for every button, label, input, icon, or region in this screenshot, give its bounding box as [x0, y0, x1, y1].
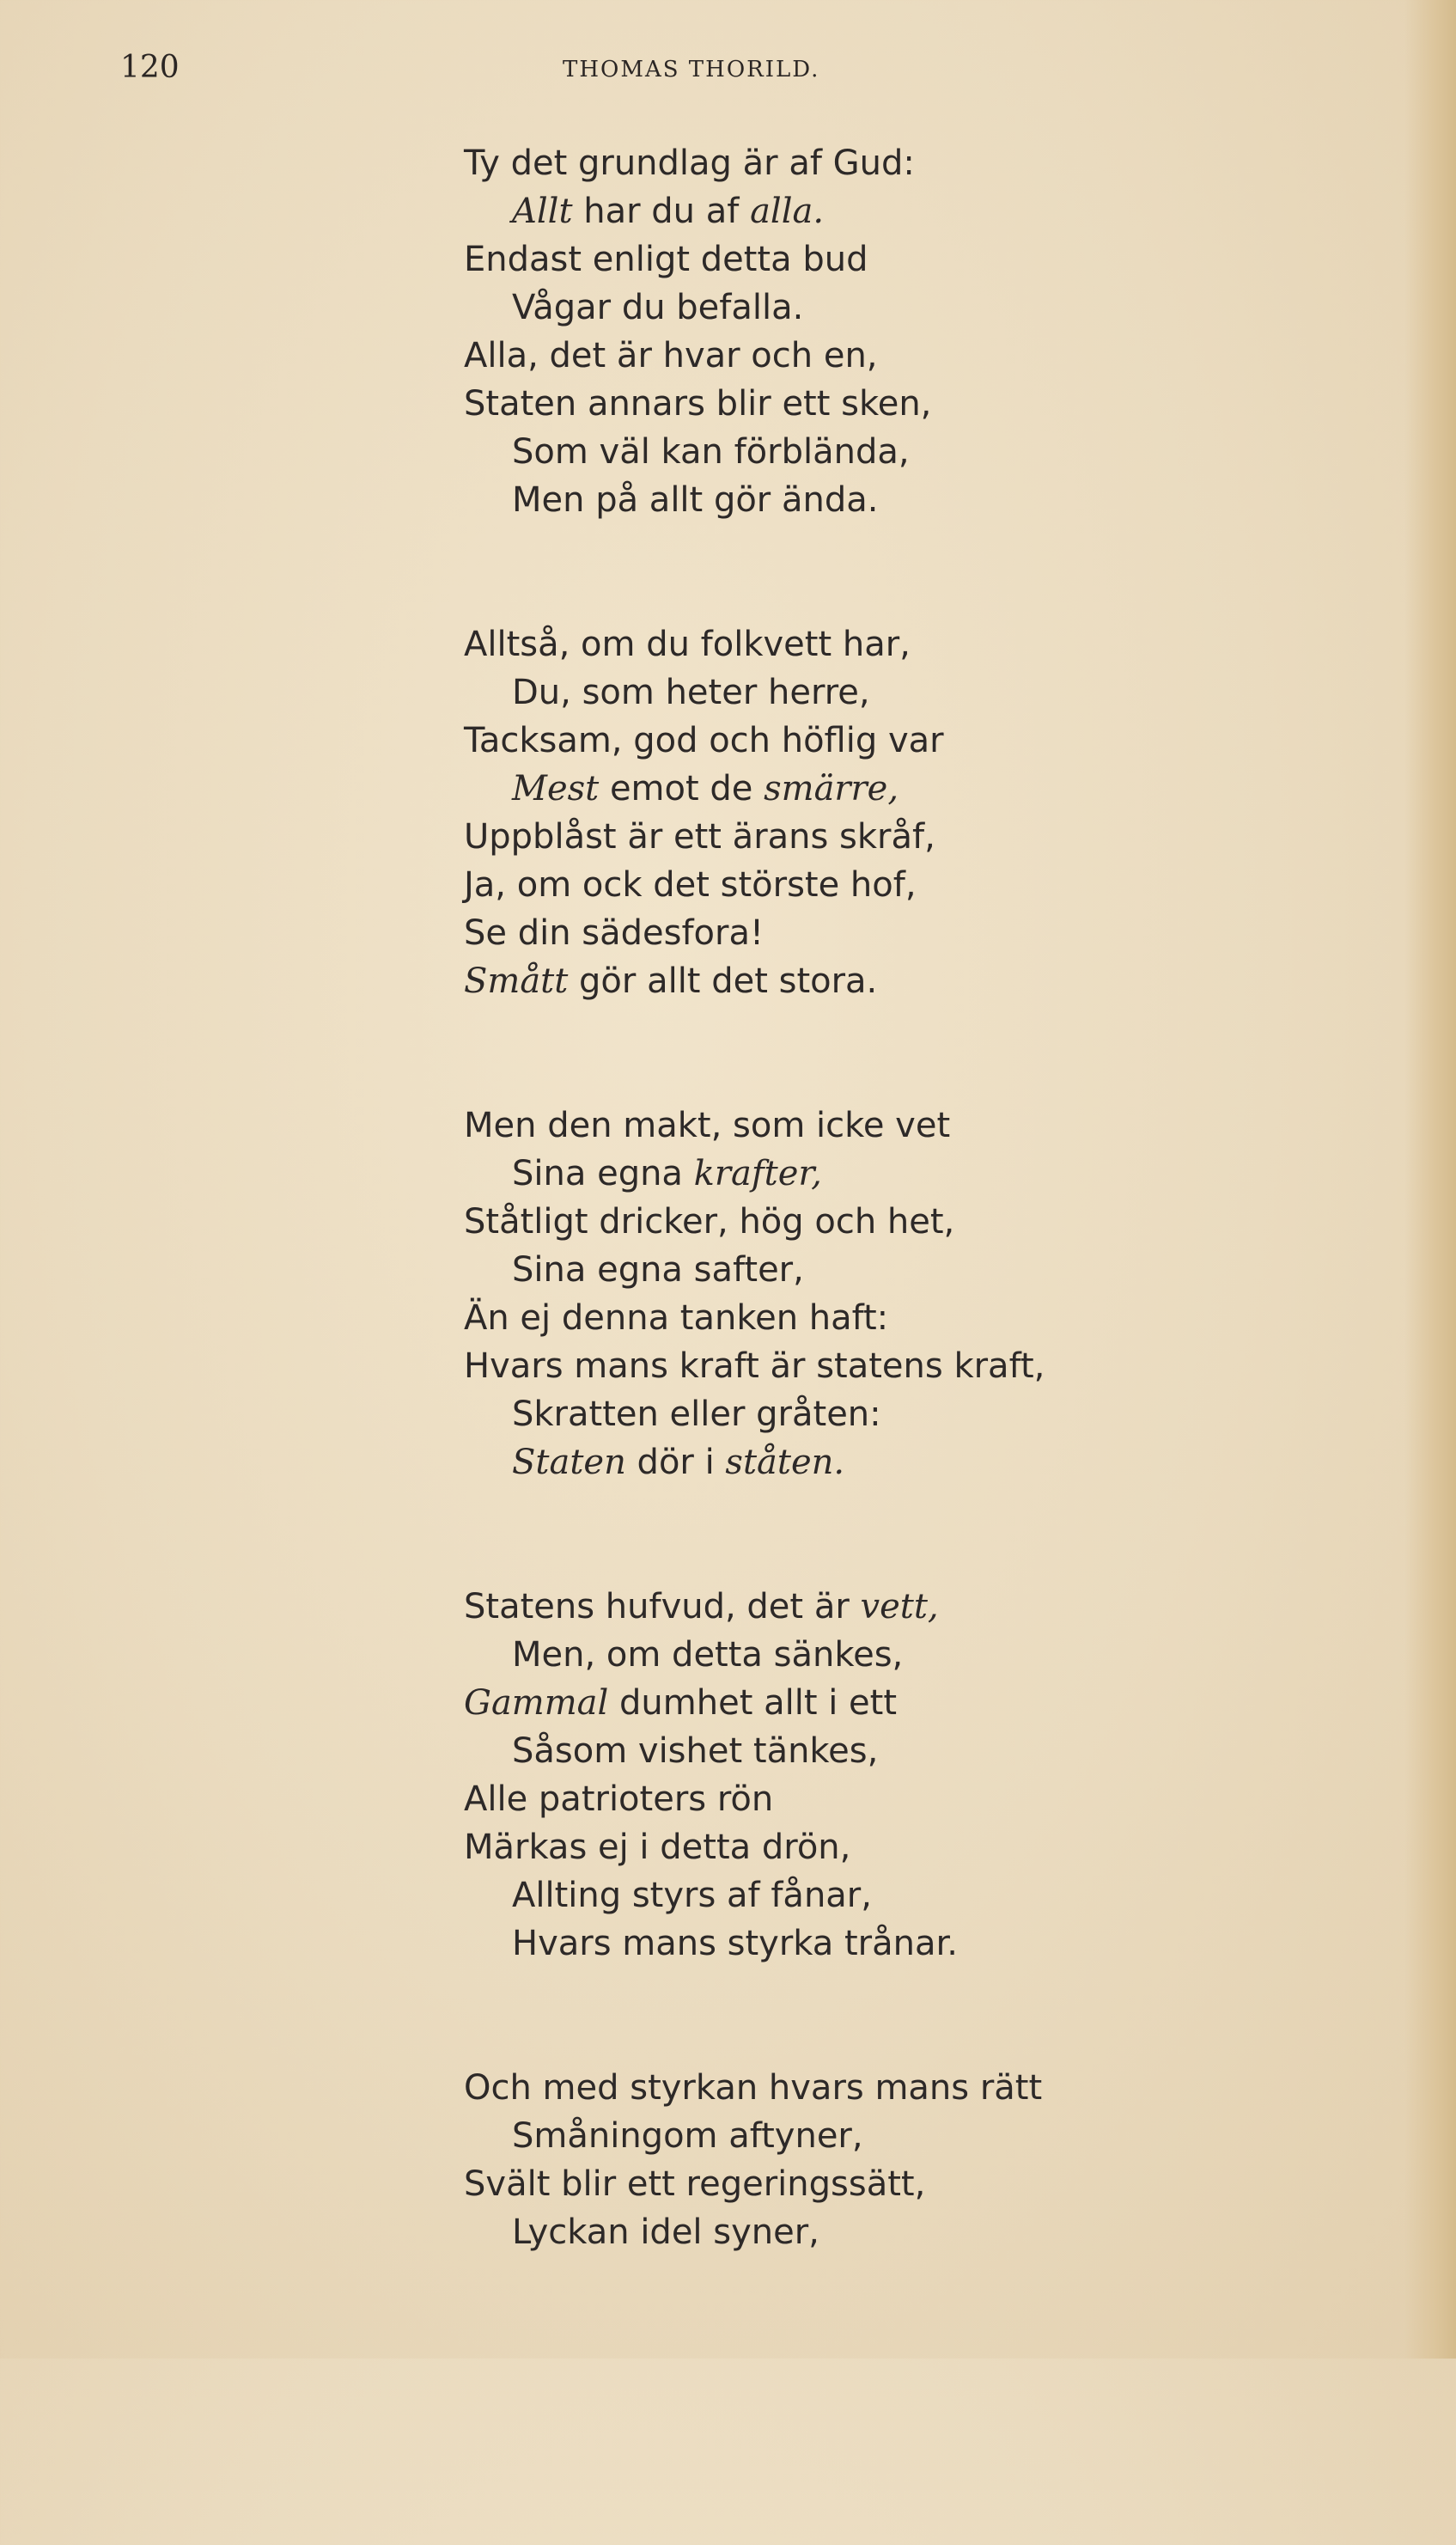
verse-text: Ty det grundlag är af Gud: [464, 143, 915, 183]
stanza [464, 1102, 1323, 1583]
verse-line [464, 909, 1323, 957]
page-edge-shadow [1404, 0, 1456, 2359]
poem [464, 139, 1323, 2545]
verse-line [464, 1390, 1323, 1438]
verse-text: Alle patrioters rön [464, 1779, 774, 1819]
verse-line [464, 813, 1323, 861]
verse-line [464, 1679, 1323, 1727]
verse-line [464, 1871, 1323, 1919]
italic-text: ståten. [725, 1443, 845, 1482]
verse-text: Men på allt gör ända. [512, 480, 879, 520]
verse-line [464, 284, 1323, 332]
verse-line [464, 1294, 1323, 1342]
italic-text: Smått [464, 961, 569, 1001]
verse-text: Uppblåst är ett ärans skråf, [464, 817, 935, 857]
verse-text: Märkas ej i detta drön, [464, 1828, 851, 1867]
verse-text: Du, som heter herre, [512, 673, 870, 712]
verse-text: har du af [572, 192, 751, 231]
verse-line [464, 332, 1323, 380]
verse-text: Tacksam, god och höflig var [464, 721, 944, 760]
verse-text: Som väl kan förblända, [512, 432, 910, 472]
verse-line [464, 476, 1323, 524]
verse-text: Men, om detta sänkes, [512, 1635, 904, 1675]
verse-text: Sina egna [512, 1154, 694, 1193]
verse-line [464, 1102, 1323, 1150]
verse-line [464, 1631, 1323, 1679]
verse-line [464, 1438, 1323, 1486]
verse-line [464, 2160, 1323, 2208]
verse-line [464, 861, 1323, 909]
verse-text: gör allt det stora. [568, 961, 878, 1001]
verse-text: Alla, det är hvar och en, [464, 336, 878, 375]
verse-text: Svält blir ett regeringssätt, [464, 2164, 926, 2204]
verse-line [464, 668, 1323, 717]
verse-line [464, 1150, 1323, 1198]
verse-text: Ja, om ock det störste hof, [464, 865, 917, 905]
verse-text: Småningom aftyner, [512, 2116, 863, 2156]
verse-line [464, 139, 1323, 187]
italic-text: Mest [512, 769, 600, 809]
page-header [0, 50, 1456, 93]
stanza [464, 139, 1323, 620]
italic-text: Staten [512, 1443, 626, 1482]
running-title: THOMAS THORILD. [563, 57, 820, 82]
verse-text: Skratten eller gråten: [512, 1395, 881, 1434]
verse-line [464, 380, 1323, 428]
verse-text: Alltså, om du folkvett har, [464, 625, 911, 664]
verse-text: Se din sädesfora! [464, 913, 765, 953]
italic-text: Allt [512, 192, 573, 231]
verse-text: Hvars mans kraft är statens kraft, [464, 1346, 1045, 1386]
verse-line [464, 957, 1323, 1005]
verse-text: Men den makt, som icke vet [464, 1106, 951, 1145]
verse-text: Vågar du befalla. [512, 288, 804, 327]
stanza [464, 1583, 1323, 2064]
verse-line [464, 235, 1323, 284]
verse-line [464, 1775, 1323, 1823]
stanza [464, 620, 1323, 1102]
verse-text: Hvars mans styrka trånar. [512, 1924, 958, 1963]
verse-text: Sina egna safter, [512, 1250, 804, 1290]
page-number: 120 [120, 50, 180, 85]
italic-text: Gammal [464, 1683, 609, 1723]
verse-line [464, 187, 1323, 235]
verse-line [464, 1342, 1323, 1390]
verse-line [464, 1919, 1323, 1968]
verse-text: Såsom vishet tänkes, [512, 1731, 879, 1771]
verse-line [464, 1727, 1323, 1775]
italic-text: smärre, [764, 769, 899, 809]
italic-text: alla. [750, 192, 825, 231]
verse-text: Allting styrs af fånar, [512, 1876, 872, 1915]
verse-line [464, 1246, 1323, 1294]
verse-line [464, 717, 1323, 765]
verse-text: dör i [625, 1443, 726, 1482]
italic-text: vett, [860, 1587, 939, 1626]
verse-line [464, 2064, 1323, 2112]
verse-line [464, 2208, 1323, 2256]
verse-line [464, 765, 1323, 813]
verse-text: dumhet allt i ett [608, 1683, 898, 1723]
verse-text: Ståtligt dricker, hög och het, [464, 1202, 955, 1242]
stanza [464, 2064, 1323, 2545]
verse-line [464, 2112, 1323, 2160]
verse-text: Endast enligt detta bud [464, 240, 868, 279]
verse-text: emot de [599, 769, 765, 809]
italic-text: krafter, [693, 1154, 822, 1193]
verse-text: Statens hufvud, det är [464, 1587, 861, 1626]
verse-line [464, 1198, 1323, 1246]
verse-line [464, 1583, 1323, 1631]
verse-line [464, 428, 1323, 476]
verse-text: Än ej denna tanken haft: [464, 1298, 889, 1338]
verse-line [464, 1823, 1323, 1871]
verse-text: Och med styrkan hvars mans rätt [464, 2068, 1043, 2108]
verse-text: Lyckan idel syner, [512, 2212, 819, 2252]
verse-text: Staten annars blir ett sken, [464, 384, 932, 424]
verse-line [464, 620, 1323, 668]
